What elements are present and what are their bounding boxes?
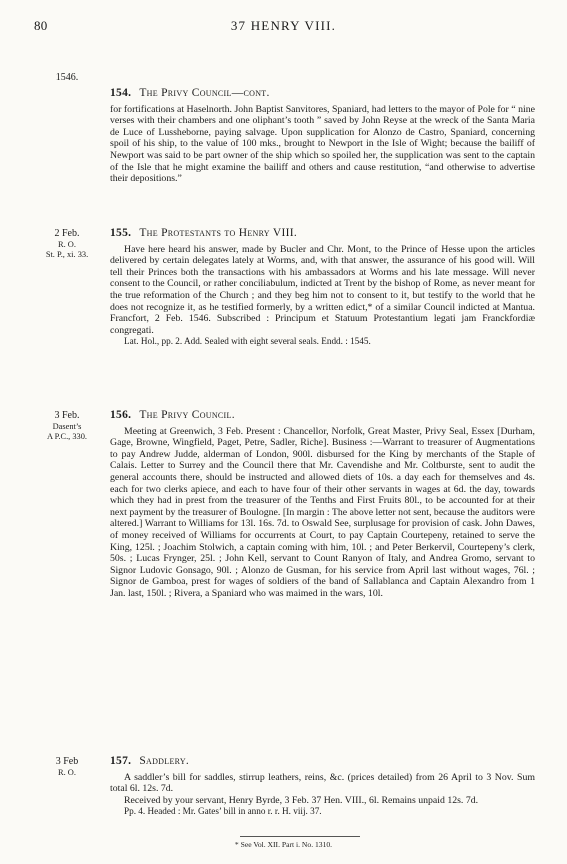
margin-date: 3 Feb	[55, 756, 79, 767]
margin-note-155	[34, 228, 100, 260]
entry-heading	[110, 756, 535, 768]
margin-date: 2 Feb.	[54, 228, 80, 239]
entry-title: The Privy Council—cont.	[139, 87, 270, 99]
margin-note-157	[34, 756, 100, 778]
entry-154	[110, 88, 535, 185]
entry-title: The Privy Council.	[139, 409, 235, 421]
margin-ref: St. P., xi. 33.	[45, 250, 89, 259]
margin-note-156	[34, 410, 100, 442]
margin-ref: R. O.	[58, 240, 76, 249]
margin-ref: A P.C., 330.	[46, 432, 88, 441]
entry-meta: Pp. 4. Headed : Mr. Gates’ bill in anno r. r. H. viij. 37.	[124, 806, 322, 817]
entry-heading	[110, 88, 535, 100]
entry-paragraph: Have here heard his answer, made by Bucler and Chr. Mont, to the Prince of Hesse upon the articles delivered by certain delegates lately at Worms, and, with that answer, the assurance of his good will. Will tell their Princes both the transactions with his ambassadors at Worms and his late message. Will never consent to the Council, or rather conciliabulum, indicted at Trent by the bishop of Rome, as never meant for the true reformation of the Church ; and they beg him not to consent to it, but testify to the world that he does not recognize it, as he testified formerly, by a written edict,* of a similar Council indicted at Mantua. Francfort, 2 Feb. 1546. Subscribed : Principum et Statuum Protestantium legati jam Franckfordiæ congregati.	[110, 243, 535, 336]
margin-date: 1546.	[55, 72, 79, 83]
entry-156	[110, 410, 535, 600]
entry-number: 157.	[110, 755, 132, 767]
running-title: 37 HENRY VIII.	[230, 18, 337, 33]
footnote: * See Vol. XII. Part i. No. 1310.	[234, 840, 333, 849]
margin-date: 3 Feb.	[54, 410, 80, 421]
margin-note-154	[34, 72, 100, 84]
entry-paragraph: Received by your servant, Henry Byrde, 3 Feb. 37 Hen. VIII., 6l. Remains unpaid 12s. 7d.	[124, 794, 479, 806]
entry-title: The Protestants to Henry VIII.	[139, 227, 298, 239]
entry-number: 155.	[110, 227, 132, 239]
page-number: 80	[34, 18, 48, 33]
entry-heading	[110, 410, 535, 422]
entry-heading	[110, 228, 535, 240]
entry-paragraph: A saddler’s bill for saddles, stirrup leathers, reins, &c. (prices detailed) from 26 April to 3 Nov. Sum total 6l. 12s. 7d.	[110, 771, 535, 795]
footnote-divider	[240, 836, 360, 837]
entry-number: 156.	[110, 409, 132, 421]
entry-paragraph: for fortifications at Haselnorth. John Baptist Sanvitores, Spaniard, had letters to the mayor of Pole for “ nine verses with their chambers and one oliphant’s tooth ” saved by John Reyse at the wreck of the Santa Maria de Luce of Lussheborne, paying salvage. Upon supplication for Alonzo de Castro, Spaniard, concerning spoil of his ship, to the value of 100 mks., brought to Newport in the Isle of Wight; because the bailiff of Newport was said to be part owner of the ship which so spoiled her, the supplication was sent to the captain of the Isle that he might examine the bailiff and others and cause restitution, “and otherwise to advertise their depositions.”	[110, 103, 535, 185]
entry-title: Saddlery.	[139, 755, 190, 767]
entry-number: 154.	[110, 87, 132, 99]
margin-ref: Dasent’s	[52, 422, 82, 431]
entry-paragraph: Meeting at Greenwich, 3 Feb. Present : Chancellor, Norfolk, Great Master, Privy Seal, Essex [Durham, Gage, Browne, Wingfield, Paget, Petre, Sadler, Riche]. Business :—Warrant to treasurer of Augmentations to pay Andrew Judde, alderman of London, 900l. disbursed for the King by merchants of the Staple of Calais. Letter to Surrey and the Council there that Mr. Cavendishe and Mr. Coltburste, sent to audit the general accounts there, should be instructed and allowed diets of 10s. a day each for themselves and 4s. each for two clerks apiece, and each to have four of their other servants in wages at 6d. the day, towards which they had in prest from the treasurer of the Tenths and First Fruits 80l., to be accounted for at their next payment by the treasurer of Boulogne. [In margin : The above letter not sent, because the auditors were altered.] Warrant to Williams for 13l. 16s. 7d. to Oswald See, surplusage for provision of cask. John Dawes, of money received of Williams for occurrents at Court, to pay Captain Courtepeny, retained to serve the King, 125l. ; Joachim Stolwich, a captain coming with him, 10l. ; and Peter Berkervil, Courtepeny’s clerk, 50s. ; Lucas Frynger, 25l. ; John Kell, servant to Count Ranyon of Italy, and Andrea Gromo, servant to Signor Ludovic Gonsago, 90l. ; Alonzo de Gusman, for his service from April last without wages, 76l. ; Signor de Gamboa, prest for wages of soldiers of the band of Sallablanca and Captain Alexandro from 1 Jan. last, 150l. ; Rivera, a Spaniard who was maimed in the wars, 10l.	[110, 425, 535, 599]
entry-meta: Lat. Hol., pp. 2. Add. Sealed with eight several seals. Endd. : 1545.	[124, 336, 371, 347]
entry-155	[110, 228, 535, 348]
margin-ref: R. O.	[58, 768, 76, 777]
entry-157	[110, 756, 535, 818]
